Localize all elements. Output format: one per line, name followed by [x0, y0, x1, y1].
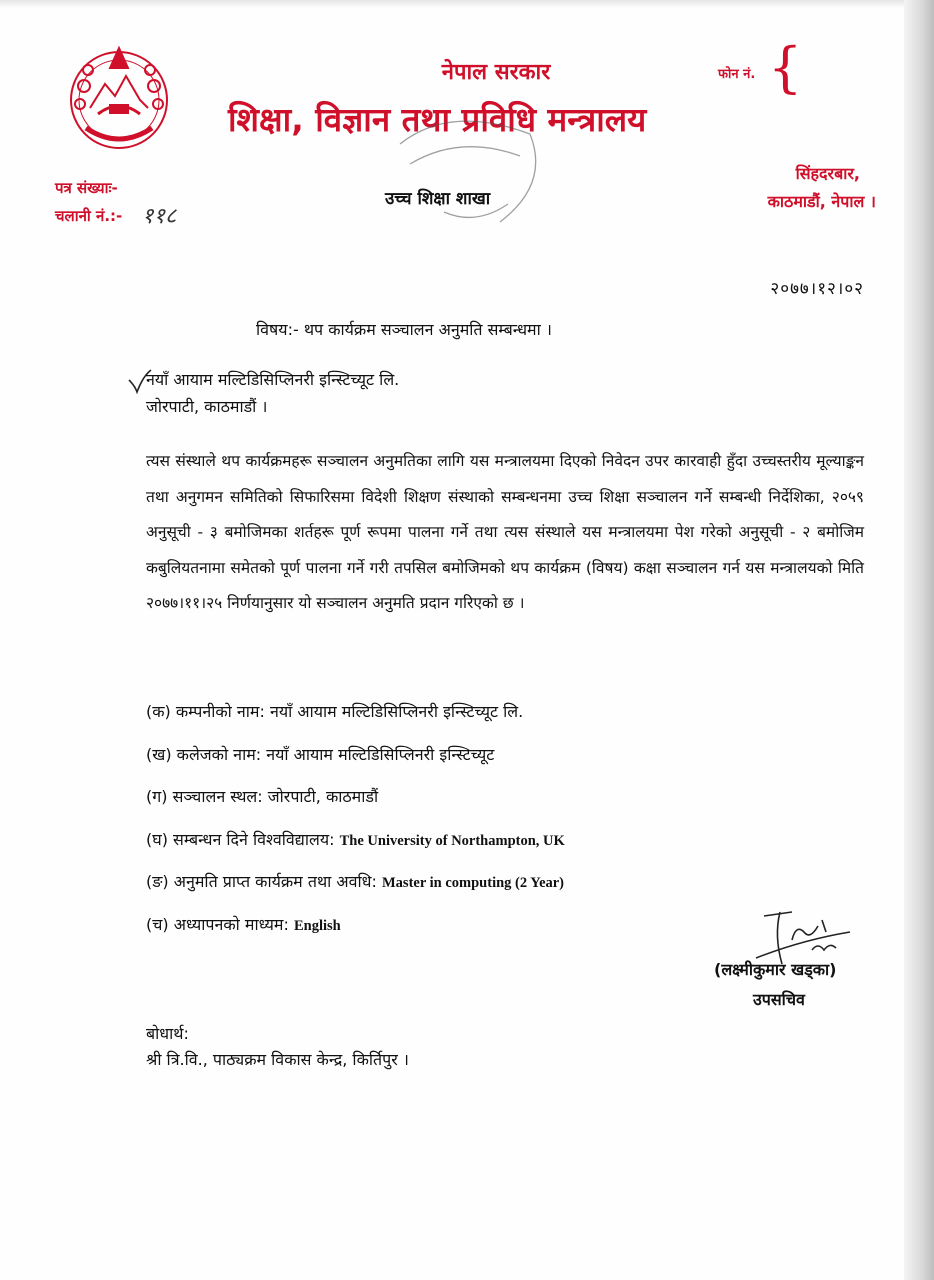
- recipient-address: जोरपाटी, काठमाडौं ।: [146, 397, 268, 416]
- item-value-english: English: [293, 917, 341, 934]
- item-label: (ख) कलेजको नाम:: [146, 744, 262, 764]
- list-item: [146, 913, 565, 956]
- list-item: [146, 700, 565, 743]
- ministry-name: शिक्षा, विज्ञान तथा प्रविधि मन्त्रालय: [228, 100, 647, 139]
- phone-label: फोन नं.: [718, 67, 756, 82]
- item-label: (ङ) अनुमति प्राप्त कार्यक्रम तथा अवधि:: [146, 872, 377, 891]
- list-item: [146, 828, 565, 871]
- item-value-english: The University of Northampton, UK: [339, 832, 565, 849]
- reference-number-label: पत्र संख्याः-: [55, 179, 118, 197]
- item-label: (क) कम्पनीको नाम:: [146, 702, 265, 721]
- item-label: (घ) सम्बन्धन दिने विश्वविद्यालय:: [146, 829, 335, 849]
- item-label: (च) अध्यापनको माध्यम:: [146, 914, 289, 934]
- signer-designation: उपसचिव: [753, 990, 805, 1009]
- branch-name: उच्च शिक्षा शाखा: [385, 189, 491, 209]
- list-item: [146, 743, 565, 786]
- list-item: [146, 870, 565, 913]
- item-value: जोरपाटी, काठमाडौं: [267, 787, 379, 806]
- address-line-1: सिंहदरबार,: [795, 164, 860, 183]
- item-value: नयाँ आयाम मल्टिडिसिप्लिनरी इन्स्टिच्यूट लि.: [269, 702, 524, 721]
- details-list: [146, 700, 565, 955]
- letter-subject: विषय:- थप कार्यक्रम सञ्चालन अनुमति सम्बन्धमा ।: [256, 320, 552, 339]
- cc-recipient: श्री त्रि.वि., पाठ्यक्रम विकास केन्द्र, किर्तिपुर ।: [146, 1050, 409, 1069]
- signer-name: (लक्ष्मीकुमार खड्का): [714, 960, 837, 979]
- scan-edge-shadow: [904, 0, 934, 1280]
- phone-brace: {: [768, 36, 803, 99]
- address-line-2: काठमाडौं, नेपाल ।: [767, 192, 876, 211]
- cc-label: बोधार्थ:: [146, 1024, 189, 1043]
- list-item: [146, 785, 565, 828]
- scan-top-shadow: [0, 0, 934, 8]
- government-name: नेपाल सरकार: [441, 60, 551, 85]
- recipient-block: [146, 366, 399, 420]
- recipient-name: नयाँ आयाम मल्टिडिसिप्लिनरी इन्स्टिच्यूट लि.: [146, 370, 400, 389]
- item-label: (ग) सञ्चालन स्थल:: [146, 787, 263, 806]
- item-value-english: Master in computing (2 Year): [381, 875, 565, 891]
- letter-date: २०७७।१२।०२: [770, 279, 864, 299]
- letter-body-paragraph: त्यस संस्थाले थप कार्यक्रमहरू सञ्चालन अनुमतिका लागि यस मन्त्रालयमा दिएको निवेदन उपर कारवाही हुँदा उच्चस्तरीय मूल्याङ्कन तथा अनुगमन समितिको सिफारिसमा विदेशी शिक्षण संस्थाको सम्बन्धनमा उच्च शिक्षा सञ्चालन गर्ने सम्बन्धी निर्देशिका, २०५९ अनुसूची - ३ बमोजिमका शर्तहरू पूर्ण रूपमा पालना गर्ने तथा त्यस संस्थाले यस मन्त्रालयमा पेश गरेको अनुसूची - २ बमोजिम कबुलियतनामा समेतको पूर्ण पालना गर्ने गरी तपसिल बमोजिमको थप कार्यक्रम (विषय) कक्षा सञ्चालन गर्न यस मन्त्रालयको मिति २०७७।११।२५ निर्णयानुसार यो सञ्चालन अनुमति प्रदान गरिएको छ ।: [146, 452, 864, 612]
- item-value: नयाँ आयाम मल्टिडिसिप्लिनरी इन्स्टिच्यूट: [266, 744, 495, 764]
- round-office-stamp-icon: [380, 104, 550, 234]
- dispatch-number-label: चलानी नं.:-: [55, 207, 123, 225]
- dispatch-number-handwritten: ११८: [142, 204, 177, 229]
